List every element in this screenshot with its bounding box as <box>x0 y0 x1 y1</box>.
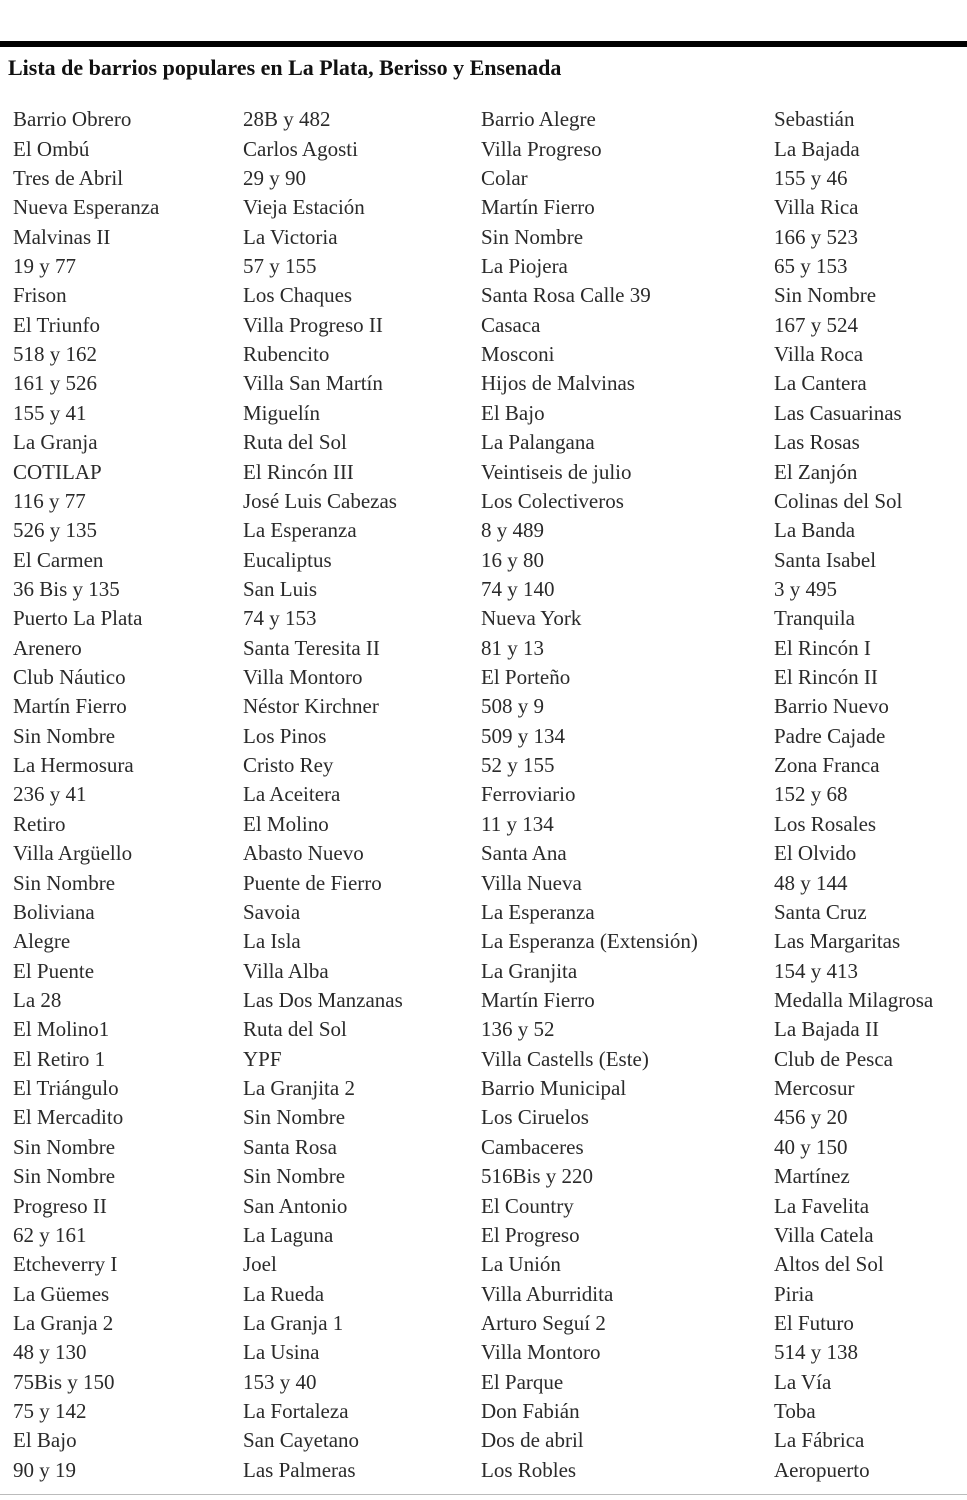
barrio-cell: El Bajo <box>481 400 545 425</box>
bottom-rule <box>0 1494 967 1495</box>
barrio-cell: Dos de abril <box>481 1428 584 1453</box>
barrio-cell: Villa Aburridita <box>481 1281 614 1306</box>
barrio-cell: 518 y 162 <box>13 342 97 367</box>
barrio-cell: La Bajada II <box>774 1017 879 1042</box>
barrio-cell: Martín Fierro <box>13 694 127 719</box>
barrio-cell: Tranquila <box>774 606 855 631</box>
barrio-cell: 508 y 9 <box>481 694 544 719</box>
barrio-cell: Cambaceres <box>481 1134 584 1159</box>
barrio-cell: El Retiro 1 <box>13 1046 106 1071</box>
barrio-cell: Los Colectiveros <box>481 488 624 513</box>
barrio-cell: Sin Nombre <box>13 723 116 748</box>
barrio-cell: 40 y 150 <box>774 1134 848 1159</box>
barrio-cell: 81 y 13 <box>481 635 544 660</box>
barrio-cell: 65 y 153 <box>774 253 848 278</box>
barrio-cell: Club Náutico <box>13 665 126 690</box>
barrio-cell: La Esperanza <box>481 899 595 924</box>
barrio-cell: Ferroviario <box>481 782 576 807</box>
barrio-cell: El Futuro <box>774 1311 854 1335</box>
barrio-cell: Sin Nombre <box>481 224 584 249</box>
barrio-cell: La Cantera <box>774 371 867 396</box>
barrio-cell: Las Margaritas <box>774 929 901 954</box>
barrio-cell: Las Dos Manzanas <box>243 988 403 1013</box>
barrio-cell: El Rincón III <box>243 459 354 484</box>
barrio-cell: Veintiseis de julio <box>481 459 632 484</box>
barrio-cell: El Triángulo <box>13 1076 119 1101</box>
barrio-cell: Santa Rosa <box>243 1134 337 1159</box>
barrio-cell: 152 y 68 <box>774 782 848 807</box>
barrio-cell: 514 y 138 <box>774 1340 858 1365</box>
barrio-cell: 11 y 134 <box>481 811 554 836</box>
barrio-cell: Progreso II <box>13 1193 107 1218</box>
barrio-cell: 116 y 77 <box>13 488 86 513</box>
barrio-cell: Martín Fierro <box>481 195 595 220</box>
barrio-cell: El Triunfo <box>13 312 100 337</box>
barrio-cell: 52 y 155 <box>481 753 555 778</box>
top-rule <box>0 41 967 47</box>
barrio-cell: Nueva York <box>481 606 582 631</box>
barrio-cell: Zona Franca <box>774 753 880 778</box>
barrio-cell: Sin Nombre <box>774 283 877 308</box>
barrio-cell: La Esperanza <box>243 518 357 543</box>
barrio-cell: El Progreso <box>481 1222 580 1247</box>
barrio-cell: Carlos Agosti <box>243 136 358 161</box>
barrio-cell: 28B y 482 <box>243 107 331 132</box>
barrio-cell: La Victoria <box>243 224 338 249</box>
barrio-cell: Colinas del Sol <box>774 488 903 513</box>
barrio-cell: Barrio Nuevo <box>774 694 889 719</box>
barrio-cell: Puerto La Plata <box>13 606 143 631</box>
barrio-cell: 8 y 489 <box>481 518 544 543</box>
barrio-cell: 136 y 52 <box>481 1017 555 1042</box>
barrio-cell: Villa Nueva <box>481 870 582 895</box>
barrio-cell: Santa Ana <box>481 841 567 866</box>
barrio-cell: Hijos de Malvinas <box>481 371 635 396</box>
barrios-table <box>0 105 967 1485</box>
barrio-cell: 19 y 77 <box>13 253 76 278</box>
barrio-cell: Villa Catela <box>774 1222 874 1247</box>
barrio-cell: La Fortaleza <box>243 1399 349 1424</box>
barrio-cell: La Granjita <box>481 958 578 983</box>
barrio-cell: Barrio Obrero <box>13 107 132 132</box>
barrio-cell: Santa Rosa Calle 39 <box>481 283 651 308</box>
barrio-cell: Aeropuerto <box>774 1457 870 1482</box>
barrio-cell: Villa Progreso <box>481 136 602 161</box>
barrio-cell: Padre Cajade <box>774 723 886 748</box>
barrio-cell: Sin Nombre <box>13 1134 116 1159</box>
barrio-cell: Medalla Milagrosa <box>774 988 934 1013</box>
barrio-cell: El Rincón II <box>774 665 878 690</box>
barrio-cell: 166 y 523 <box>774 224 858 249</box>
barrio-cell: La Rueda <box>243 1281 325 1306</box>
barrio-cell: 16 y 80 <box>481 547 544 572</box>
barrio-cell: Piria <box>774 1281 814 1306</box>
barrio-cell: La Palangana <box>481 430 595 455</box>
barrio-cell: La Isla <box>243 929 301 954</box>
barrio-cell: Mercosur <box>774 1076 855 1101</box>
barrio-cell: San Luis <box>243 576 318 601</box>
barrio-cell: Arturo Seguí 2 <box>481 1311 606 1335</box>
barrio-cell: Boliviana <box>13 899 95 924</box>
barrio-cell: Retiro <box>13 811 66 836</box>
barrio-cell: 29 y 90 <box>243 165 306 190</box>
barrio-cell: La Bajada <box>774 136 860 161</box>
barrio-cell: José Luis Cabezas <box>243 488 397 513</box>
barrio-cell: Abasto Nuevo <box>243 841 364 866</box>
barrio-cell: 48 y 130 <box>13 1340 87 1365</box>
barrio-cell: 167 y 524 <box>774 312 858 337</box>
barrio-cell: La Aceitera <box>243 782 341 807</box>
barrio-cell: YPF <box>243 1046 282 1071</box>
barrio-cell: 161 y 526 <box>13 371 97 396</box>
barrio-cell: Toba <box>774 1399 816 1424</box>
barrio-cell: El Zanjón <box>774 459 858 484</box>
barrio-cell: 74 y 153 <box>243 606 317 631</box>
barrio-cell: Villa San Martín <box>243 371 383 396</box>
barrio-cell: Villa Rica <box>774 195 859 220</box>
barrio-cell: 153 y 40 <box>243 1369 317 1394</box>
barrio-cell: Santa Isabel <box>774 547 877 572</box>
barrio-cell: Las Palmeras <box>243 1457 356 1482</box>
barrio-cell: San Antonio <box>243 1193 348 1218</box>
barrio-cell: La Laguna <box>243 1222 334 1247</box>
barrio-cell: Los Robles <box>481 1457 577 1482</box>
barrio-cell: La Hermosura <box>13 753 134 778</box>
barrio-cell: El Rincón I <box>774 635 871 660</box>
barrio-cell: 48 y 144 <box>774 870 848 895</box>
barrio-cell: Ruta del Sol <box>243 1017 347 1042</box>
barrio-cell: El Country <box>481 1193 574 1218</box>
barrio-cell: La Esperanza (Extensión) <box>481 929 698 954</box>
barrio-cell: La Fábrica <box>774 1428 865 1453</box>
barrio-cell: Los Chaques <box>243 283 353 308</box>
barrio-cell: Don Fabián <box>481 1399 580 1424</box>
barrio-cell: Las Rosas <box>774 430 860 455</box>
barrio-cell: Etcheverry I <box>13 1252 118 1277</box>
barrio-cell: Club de Pesca <box>774 1046 893 1071</box>
barrio-cell: El Molino <box>243 811 329 836</box>
barrio-cell: Altos del Sol <box>774 1252 884 1277</box>
barrio-cell: Sin Nombre <box>13 1164 116 1189</box>
barrio-cell: 154 y 413 <box>774 958 858 983</box>
barrio-cell: 236 y 41 <box>13 782 87 807</box>
barrio-cell: Las Casuarinas <box>774 400 902 425</box>
barrio-cell: Santa Teresita II <box>243 635 380 660</box>
barrio-cell: Villa Montoro <box>481 1340 601 1365</box>
barrio-cell: Villa Montoro <box>243 665 363 690</box>
barrio-cell: Malvinas II <box>13 224 111 249</box>
list-title: Lista de barrios populares en La Plata, Berisso y Ensenada <box>8 55 562 80</box>
barrio-cell: Villa Progreso II <box>243 312 383 337</box>
barrio-cell: El Parque <box>481 1369 564 1394</box>
barrio-cell: 456 y 20 <box>774 1105 848 1130</box>
barrio-cell: Villa Roca <box>774 342 864 367</box>
barrio-cell: 74 y 140 <box>481 576 555 601</box>
barrio-cell: Frison <box>13 283 67 308</box>
barrio-cell: El Carmen <box>13 547 104 572</box>
barrio-cell: 75 y 142 <box>13 1399 87 1424</box>
barrio-cell: 90 y 19 <box>13 1457 76 1482</box>
barrio-cell: 3 y 495 <box>774 576 837 601</box>
barrio-cell: Arenero <box>13 635 82 660</box>
barrio-cell: La 28 <box>13 988 62 1013</box>
barrio-cell: Santa Cruz <box>774 899 867 924</box>
barrio-cell: Villa Argüello <box>13 841 133 866</box>
barrio-cell: Sebastián <box>774 107 855 132</box>
barrio-cell: Néstor Kirchner <box>243 694 379 719</box>
barrio-cell: Sin Nombre <box>243 1105 346 1130</box>
barrio-cell: 62 y 161 <box>13 1222 87 1247</box>
barrio-cell: Casaca <box>481 312 541 337</box>
barrio-cell: Nueva Esperanza <box>13 195 160 220</box>
barrio-cell: La Granja 2 <box>13 1311 114 1335</box>
barrio-cell: Los Pinos <box>243 723 327 748</box>
barrio-cell: El Olvido <box>774 841 857 866</box>
barrio-cell: El Puente <box>13 958 95 983</box>
barrio-cell: El Molino1 <box>13 1017 110 1042</box>
barrio-cell: Colar <box>481 165 528 190</box>
barrio-cell: 509 y 134 <box>481 723 565 748</box>
barrio-cell: 57 y 155 <box>243 253 317 278</box>
barrio-cell: Cristo Rey <box>243 753 334 778</box>
barrio-cell: Rubencito <box>243 342 330 367</box>
barrio-cell: La Güemes <box>13 1281 110 1306</box>
barrio-cell: 155 y 41 <box>13 400 87 425</box>
barrio-cell: La Usina <box>243 1340 320 1365</box>
barrio-cell: COTILAP <box>13 459 102 484</box>
barrio-cell: La Granja 1 <box>243 1311 344 1335</box>
barrio-cell: Tres de Abril <box>13 165 124 190</box>
barrio-cell: La Granja <box>13 430 98 455</box>
barrio-cell: Villa Castells (Este) <box>481 1046 649 1071</box>
barrio-cell: Alegre <box>13 929 71 954</box>
barrio-cell: La Piojera <box>481 253 568 278</box>
barrio-cell: Villa Alba <box>243 958 329 983</box>
barrio-cell: Sin Nombre <box>243 1164 346 1189</box>
barrio-cell: Barrio Municipal <box>481 1076 627 1101</box>
barrio-cell: La Unión <box>481 1252 561 1277</box>
barrio-cell: La Vía <box>774 1369 832 1394</box>
barrio-cell: Joel <box>243 1252 277 1277</box>
barrio-cell: La Favelita <box>774 1193 870 1218</box>
barrio-cell: 75Bis y 150 <box>13 1369 115 1394</box>
barrio-cell: Eucaliptus <box>243 547 332 572</box>
barrio-cell: Barrio Alegre <box>481 107 596 132</box>
barrio-cell: Los Ciruelos <box>481 1105 589 1130</box>
barrio-cell: La Granjita 2 <box>243 1076 355 1101</box>
barrio-cell: 526 y 135 <box>13 518 97 543</box>
barrio-cell: 36 Bis y 135 <box>13 576 120 601</box>
barrio-cell: 155 y 46 <box>774 165 848 190</box>
barrio-cell: El Ombú <box>13 136 90 161</box>
barrio-cell: Martínez <box>774 1164 850 1189</box>
barrio-cell: Savoia <box>243 899 301 924</box>
barrio-cell: Martín Fierro <box>481 988 595 1013</box>
barrio-cell: Vieja Estación <box>243 195 365 220</box>
barrio-cell: 516Bis y 220 <box>481 1164 594 1189</box>
barrio-cell: Los Rosales <box>774 811 877 836</box>
barrio-cell: Sin Nombre <box>13 870 116 895</box>
barrio-cell: La Banda <box>774 518 856 543</box>
barrio-cell: El Mercadito <box>13 1105 124 1130</box>
barrio-cell: Ruta del Sol <box>243 430 347 455</box>
barrio-cell: Miguelín <box>243 400 320 425</box>
barrio-cell: Mosconi <box>481 342 555 367</box>
barrio-cell: Puente de Fierro <box>243 870 382 895</box>
barrio-cell: El Bajo <box>13 1428 77 1453</box>
barrio-cell: El Porteño <box>481 665 571 690</box>
barrio-cell: San Cayetano <box>243 1428 360 1453</box>
